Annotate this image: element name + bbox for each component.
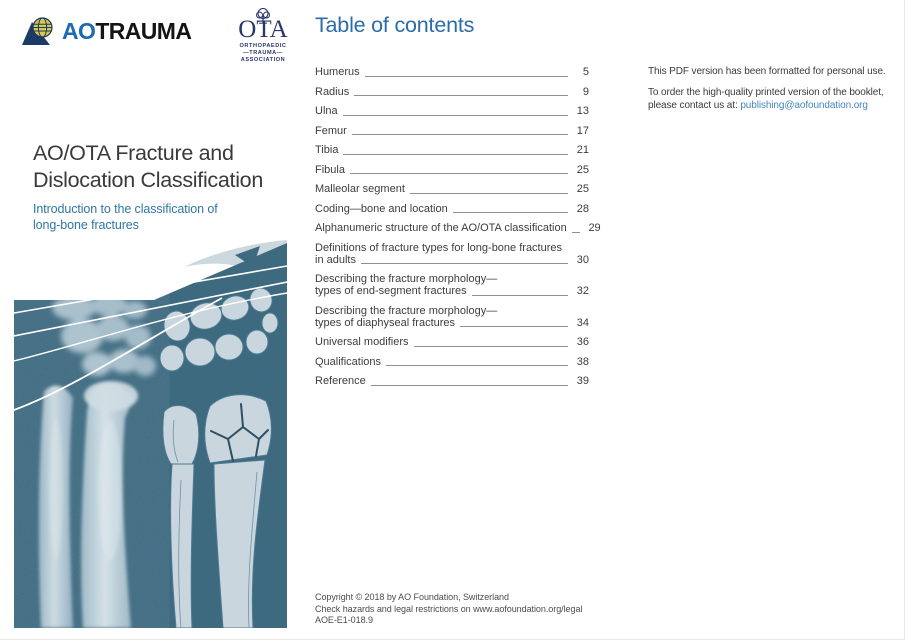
toc-entry-label: Tibia [315, 144, 339, 156]
toc-page-number: 36 [576, 336, 589, 348]
pdf-note-line1: This PDF version has been formatted for personal use. [648, 66, 886, 77]
toc-leader-line [371, 385, 568, 386]
toc-entry-label: Coding—bone and location [315, 202, 448, 215]
aotrauma-ao-text: AO [62, 18, 96, 44]
toc-entry[interactable] [315, 222, 601, 234]
toc-leader-line [460, 326, 568, 327]
toc-entry[interactable] [315, 105, 589, 117]
aotrauma-trauma-text: TRAUMA [95, 18, 192, 44]
cover-xray-illustration [14, 240, 287, 628]
ao-globe-icon [21, 16, 55, 46]
toc-leader-line [343, 154, 568, 155]
booklet-subtitle-line2: long-bone fractures [33, 218, 139, 232]
toc-entry-label: Qualifications [315, 355, 382, 368]
toc-entry-label: Alphanumeric structure of the AO/OTA classification [315, 222, 567, 234]
toc-entry[interactable] [315, 242, 589, 266]
toc-leader-line [365, 76, 568, 77]
booklet-subtitle [33, 201, 313, 233]
toc-entry-label: in adults [315, 253, 356, 266]
toc-page-number: 38 [576, 355, 589, 368]
toc-page-number: 28 [576, 202, 589, 215]
aotrauma-logo [21, 16, 191, 46]
toc-entry[interactable] [315, 86, 589, 98]
toc-entry[interactable] [315, 336, 589, 348]
booklet-title-line1: AO/OTA Fracture and [33, 141, 234, 165]
toc-entry-label: Universal modifiers [315, 336, 409, 348]
toc-entry[interactable] [315, 183, 589, 195]
toc-page-number: 25 [576, 183, 589, 195]
ota-subtext-line1: ORTHOPAEDIC [239, 43, 287, 49]
toc-entry[interactable] [315, 305, 589, 329]
toc-entry-line: Describing the fracture morphology— [315, 273, 498, 285]
ota-subtext-line3: ASSOCIATION [240, 57, 286, 63]
pdf-note-contact-prefix: please contact us at: [648, 100, 741, 111]
toc-entry-label: Radius [315, 85, 350, 98]
toc-page-number: 25 [576, 163, 589, 176]
toc-entry-line: Describing the fracture morphology— [315, 304, 498, 317]
pdf-note [648, 65, 900, 113]
aotrauma-wordmark [62, 16, 191, 46]
toc-page-number: 5 [582, 66, 589, 78]
toc-leader-line [386, 365, 568, 366]
toc-leader-line [361, 263, 568, 264]
toc-title: Table of contents [315, 13, 475, 37]
toc-entry-label: Humerus [315, 66, 360, 78]
toc-leader-line [414, 346, 568, 347]
toc-entry[interactable] [315, 144, 589, 156]
toc-entry[interactable] [315, 356, 589, 368]
toc-entry[interactable] [315, 273, 589, 297]
copyright-line2: Check hazards and legal restrictions on www.aofoundation.org/legal [315, 603, 583, 614]
toc-page-number: 34 [576, 316, 589, 329]
toc-page-number: 13 [576, 105, 589, 117]
toc-leader-line [343, 115, 568, 116]
toc-entry-line: Definitions of fracture types for long-bone fractures [315, 241, 563, 254]
toc-leader-line [354, 95, 568, 96]
toc-page-number: 39 [576, 375, 589, 387]
toc-leader-line [453, 212, 568, 213]
toc-entry[interactable] [315, 164, 589, 176]
toc-entry[interactable] [315, 375, 589, 387]
toc-list [315, 66, 601, 387]
toc-leader-line [352, 134, 568, 135]
booklet-title-line2: Dislocation Classification [33, 168, 263, 192]
toc-entry[interactable] [315, 66, 589, 78]
toc-page-number: 29 [588, 222, 601, 234]
toc-leader-line [572, 232, 580, 233]
toc-page-number: 9 [582, 85, 589, 98]
toc-leader-line [472, 295, 568, 296]
toc-leader-line [410, 193, 568, 194]
pdf-note-line2: To order the high-quality printed version of the booklet, [648, 86, 884, 98]
toc-entry[interactable] [315, 125, 589, 137]
toc-leader-line [350, 173, 568, 174]
toc-entry-label: Reference [315, 375, 366, 387]
toc-page-number: 32 [576, 285, 589, 297]
toc-page-number: 30 [576, 253, 589, 266]
ota-logo [234, 8, 292, 64]
xray-photo-bones [14, 290, 156, 628]
copyright-block [315, 592, 582, 627]
ota-subtext-line2: —TRAUMA— [243, 50, 283, 56]
booklet-subtitle-line1: Introduction to the classification of [33, 202, 218, 216]
toc-entry-label: Femur [315, 124, 347, 137]
table-of-contents [315, 12, 601, 395]
toc-entry[interactable] [315, 203, 589, 215]
toc-entry-label: types of end-segment fractures [315, 285, 467, 297]
copyright-line3: AOE-E1-018.9 [315, 615, 373, 625]
toc-entry-label: types of diaphyseal fractures [315, 316, 456, 329]
publishing-email-link[interactable]: publishing@aofoundation.org [740, 100, 868, 111]
pdf-note-line3 [648, 99, 900, 113]
toc-page-number: 17 [576, 124, 589, 137]
toc-page-number: 21 [576, 144, 589, 156]
xray-artwork [14, 240, 287, 628]
booklet-title [33, 140, 313, 194]
toc-entry-label: Ulna [315, 105, 338, 117]
toc-entry-label: Fibula [315, 163, 345, 176]
toc-entry-label: Malleolar segment [315, 183, 405, 195]
ota-acronym: OTA [238, 16, 288, 43]
copyright-line1: Copyright © 2018 by AO Foundation, Switzerland [315, 592, 509, 602]
booklet-title-block [33, 140, 313, 233]
